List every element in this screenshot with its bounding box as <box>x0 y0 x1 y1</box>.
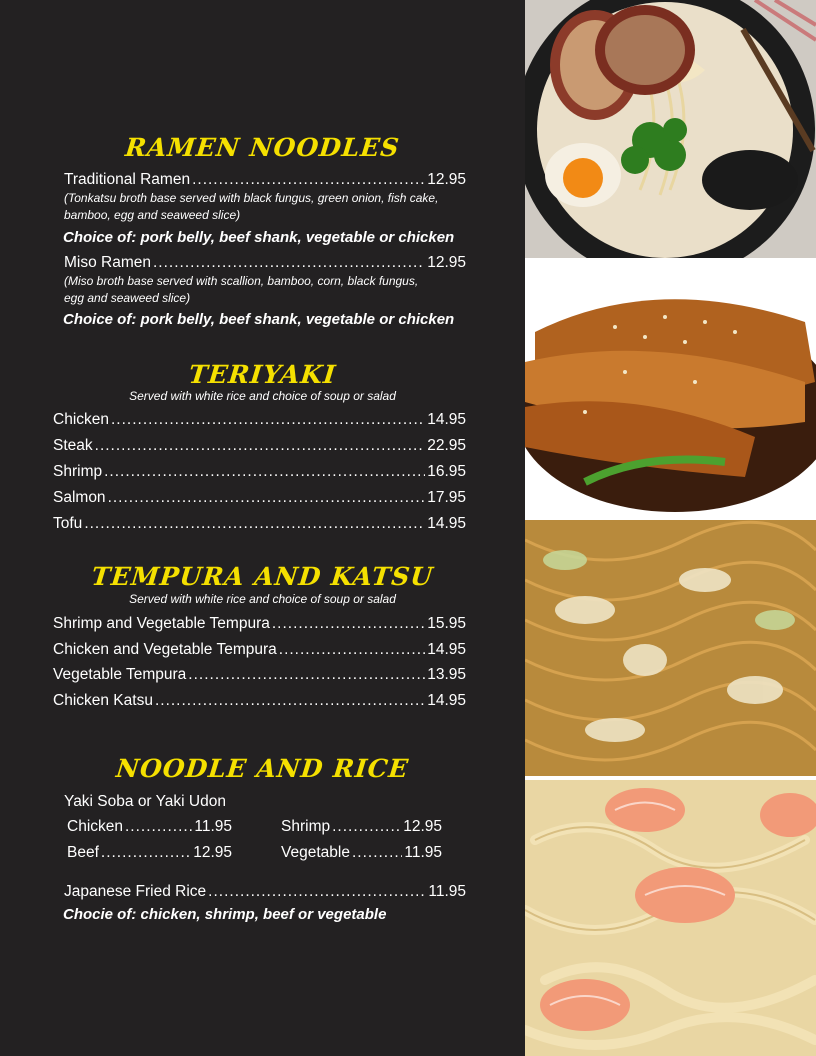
item-price: 12.95 <box>403 818 442 835</box>
teriyaki-heading: TERIYAKI <box>187 360 338 389</box>
item-name: Chicken Katsu <box>53 692 153 709</box>
item-price: 17.95 <box>427 489 466 506</box>
teriyaki-subtitle: Served with white rice and choice of soup or salad <box>129 389 396 403</box>
item-name: Traditional Ramen <box>64 171 191 188</box>
leader-dots <box>95 437 426 455</box>
item-price: 16.95 <box>427 463 466 480</box>
leader-dots <box>272 615 425 633</box>
item-name: Chicken <box>67 818 123 835</box>
leader-dots <box>188 666 425 684</box>
menu-item-shrimp-vegetable-tempura <box>53 615 466 633</box>
menu-item-steak <box>53 437 466 455</box>
item-description: (Tonkatsu broth base served with black fungus, green onion, fish cake, bamboo, egg and seaweed slice) <box>64 191 439 222</box>
item-price: 14.95 <box>427 411 466 428</box>
item-price: 22.95 <box>427 437 466 454</box>
leader-dots <box>279 641 425 659</box>
leader-dots <box>332 818 401 836</box>
tempura-subtitle: Served with white rice and choice of soup or salad <box>129 592 396 606</box>
menu-item-salmon <box>53 489 466 507</box>
tempura-heading: TEMPURA AND KATSU <box>90 562 435 591</box>
item-name: Beef <box>67 844 99 861</box>
item-name: Tofu <box>53 515 83 532</box>
menu-item-yaki-chicken <box>67 818 232 836</box>
yaki-soba-photo <box>525 520 816 776</box>
shrimp-udon-photo <box>525 780 816 1056</box>
item-name: Salmon <box>53 489 106 506</box>
menu-item-tofu <box>53 515 466 533</box>
item-name: Chicken <box>53 411 109 428</box>
item-price: 13.95 <box>427 666 466 683</box>
photo-column <box>525 0 816 1056</box>
leader-dots <box>104 463 425 481</box>
menu-item-vegetable-tempura <box>53 666 466 684</box>
item-name: Shrimp <box>53 463 103 480</box>
item-name: Shrimp <box>281 818 331 835</box>
item-price: 14.95 <box>427 692 466 709</box>
item-price: 14.95 <box>427 641 466 658</box>
item-name: Shrimp and Vegetable Tempura <box>53 615 270 632</box>
item-name: Chicken and Vegetable Tempura <box>53 641 277 658</box>
item-price: 11.95 <box>194 818 232 835</box>
menu-item-traditional-ramen <box>64 171 466 189</box>
leader-dots <box>125 818 192 836</box>
menu-item-yaki-vegetable <box>281 844 442 862</box>
leader-dots <box>84 515 425 533</box>
item-name: Japanese Fried Rice <box>64 883 207 900</box>
menu-item-shrimp <box>53 463 466 481</box>
ramen-heading: RAMEN NOODLES <box>123 133 402 162</box>
leader-dots <box>111 411 425 429</box>
leader-dots <box>155 692 425 710</box>
ramen-photo <box>525 0 816 258</box>
item-price: 14.95 <box>427 515 466 532</box>
item-name: Vegetable <box>281 844 350 861</box>
item-name: Vegetable Tempura <box>53 666 187 683</box>
leader-dots <box>101 844 191 862</box>
teriyaki-photo <box>525 262 816 517</box>
menu-item-chicken-vegetable-tempura <box>53 641 466 659</box>
yaki-label: Yaki Soba or Yaki Udon <box>64 793 226 810</box>
item-description: (Miso broth base served with scallion, bamboo, corn, black fungus, egg and seaweed slice) <box>64 274 419 305</box>
menu-item-yaki-shrimp <box>281 818 442 836</box>
item-name: Miso Ramen <box>64 254 151 271</box>
leader-dots <box>108 489 426 507</box>
leader-dots <box>352 844 402 862</box>
menu-item-japanese-fried-rice <box>64 883 466 901</box>
noodle-rice-heading: NOODLE AND RICE <box>114 754 411 783</box>
leader-dots <box>208 883 426 901</box>
leader-dots <box>153 254 425 272</box>
item-price: 12.95 <box>427 254 466 271</box>
item-price: 12.95 <box>427 171 466 188</box>
item-price: 15.95 <box>427 615 466 632</box>
menu-item-miso-ramen <box>64 254 466 272</box>
item-choice: Choice of: pork belly, beef shank, vegetable or chicken <box>63 311 455 328</box>
leader-dots <box>192 171 425 189</box>
menu-item-chicken <box>53 411 466 429</box>
item-price: 11.95 <box>428 883 466 900</box>
item-price: 12.95 <box>193 844 232 861</box>
item-choice: Choice of: pork belly, beef shank, vegetable or chicken <box>63 229 455 246</box>
item-price: 11.95 <box>404 844 442 861</box>
fried-rice-choice: Chocie of: chicken, shrimp, beef or vegetable <box>63 906 387 923</box>
menu-item-yaki-beef <box>67 844 232 862</box>
menu-item-chicken-katsu <box>53 692 466 710</box>
item-name: Steak <box>53 437 93 454</box>
